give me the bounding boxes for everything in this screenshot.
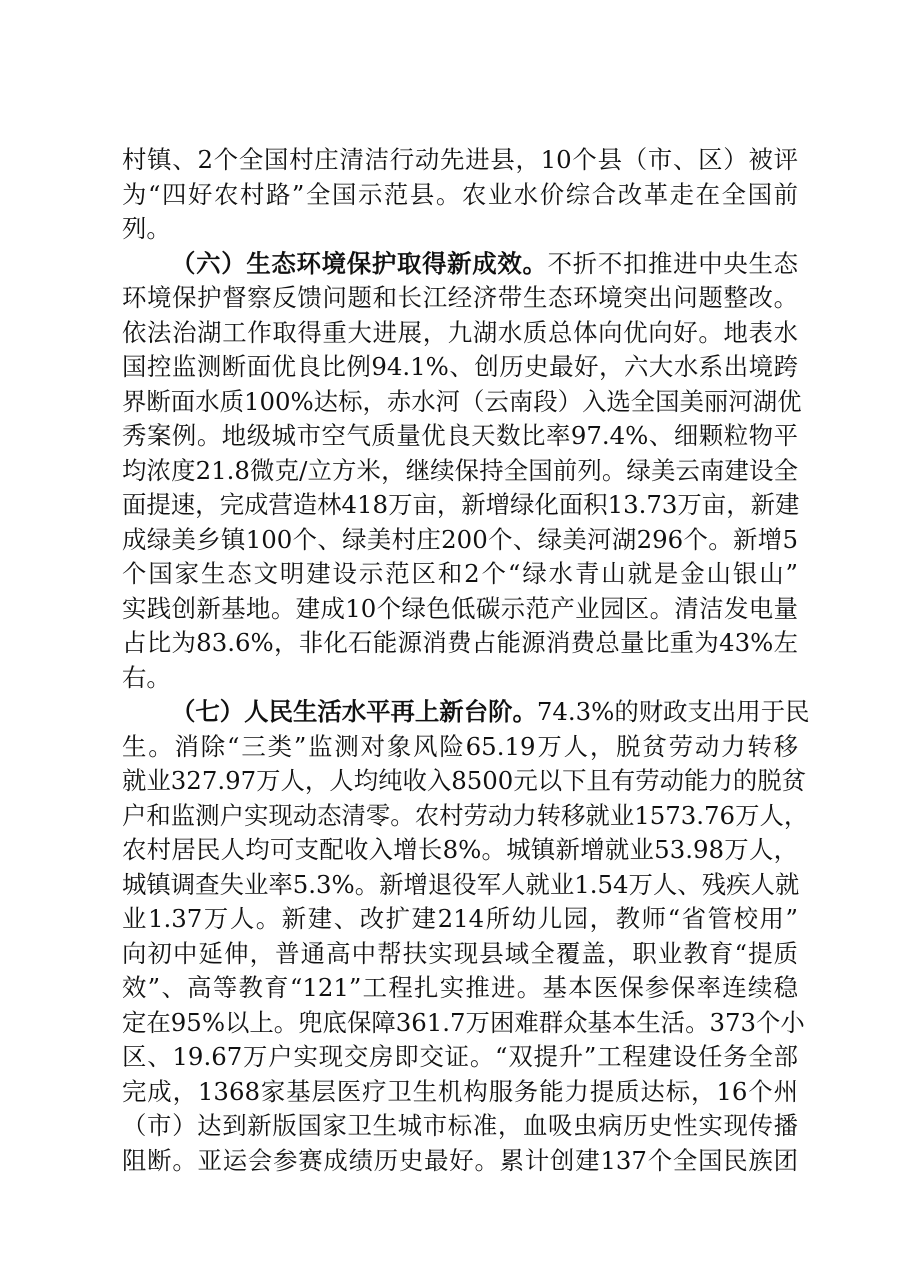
text-run: 不折不扣推进中央生态 [547,248,798,278]
section-heading: （六）生态环境保护取得新成效。 [171,248,548,278]
text-run: 74.3%的财政支出用于民 [536,697,810,726]
text-line: 业1.37万人。新建、改扩建214所幼儿园，教师“省管校用” [122,904,798,933]
text-line: 村镇、2个全国村庄清洁行动先进县，10个县（市、区）被评 [122,145,798,174]
text-line: 成绿美乡镇100个、绿美村庄200个、绿美河湖296个。新增5 [122,524,798,554]
text-line: 秀案例。地级城市空气质量优良天数比率97.4%、细颗粒物平 [122,421,798,450]
text-line: 户和监测户实现动态清零。农村劳动力转移就业1573.76万人， [122,800,809,830]
text-line: 阻断。亚运会参赛成绩历史最好。累计创建137个全国民族团 [122,1145,798,1175]
text-line: 占比为83.6%，非化石能源消费占能源消费总量比重为43%左 [122,628,798,657]
text-line: （市）达到新版国家卫生城市标准，血吸虫病历史性实现传播 [122,1111,798,1140]
text-line: 效”、高等教育“121”工程扎实推进。基本医保参保率连续稳 [122,973,798,1002]
text-line: 依法治湖工作取得重大进展，九湖水质总体向优向好。地表水 [122,317,798,347]
text-line: 国控监测断面优良比例94.1%、创历史最好，六大水系出境跨 [122,352,798,381]
paragraph [122,143,798,247]
text-line: 城镇调查失业率5.3%。新增退役军人就业1.54万人、残疾人就 [122,869,800,899]
text-line: 为“四好农村路”全国示范县。农业水价综合改革走在全国前 [122,179,798,209]
text-line: 农村居民人均可支配收入增长8%。城镇新增就业53.98万人， [122,835,798,864]
text-line: 区、19.67万户实现交房即交证。“双提升”工程建设任务全部 [122,1042,798,1071]
paragraph [122,695,810,1178]
first-line [122,247,798,282]
text-line: 均浓度21.8微克/立方米，继续保持全国前列。绿美云南建设全 [122,455,798,485]
text-line: 定在95%以上。兜底保障361.7万困难群众基本生活。373个小 [122,1007,805,1037]
text-line: 生。消除“三类”监测对象风险65.19万人，脱贫劳动力转移 [122,731,798,761]
text-line: 列。 [122,214,171,243]
text-line: 实践创新基地。建成10个绿色低碳示范产业园区。清洁发电量 [122,593,798,623]
text-line: 就业327.97万人，人均纯收入8500元以下且有劳动能力的脱贫 [122,766,807,795]
text-line: 完成，1368家基层医疗卫生机构服务能力提质达标，16个州 [122,1076,798,1106]
section-heading: （七）人民生活水平再上新台阶。 [171,697,537,726]
text-line: 环境保护督察反馈问题和长江经济带生态环境突出问题整改。 [122,283,798,312]
first-line [122,695,810,730]
paragraph [122,247,802,696]
text-line: 面提速，完成营造林418万亩，新增绿化面积13.73万亩，新建 [122,490,800,519]
text-line: 右。 [122,662,171,692]
text-line: 界断面水质100%达标，赤水河（云南段）入选全国美丽河湖优 [122,386,802,416]
text-line: 向初中延伸，普通高中帮扶实现县域全覆盖，职业教育“提质 [122,938,798,968]
text-line: 个国家生态文明建设示范区和2个“绿水青山就是金山银山” [122,559,798,588]
document-page [122,143,810,1178]
